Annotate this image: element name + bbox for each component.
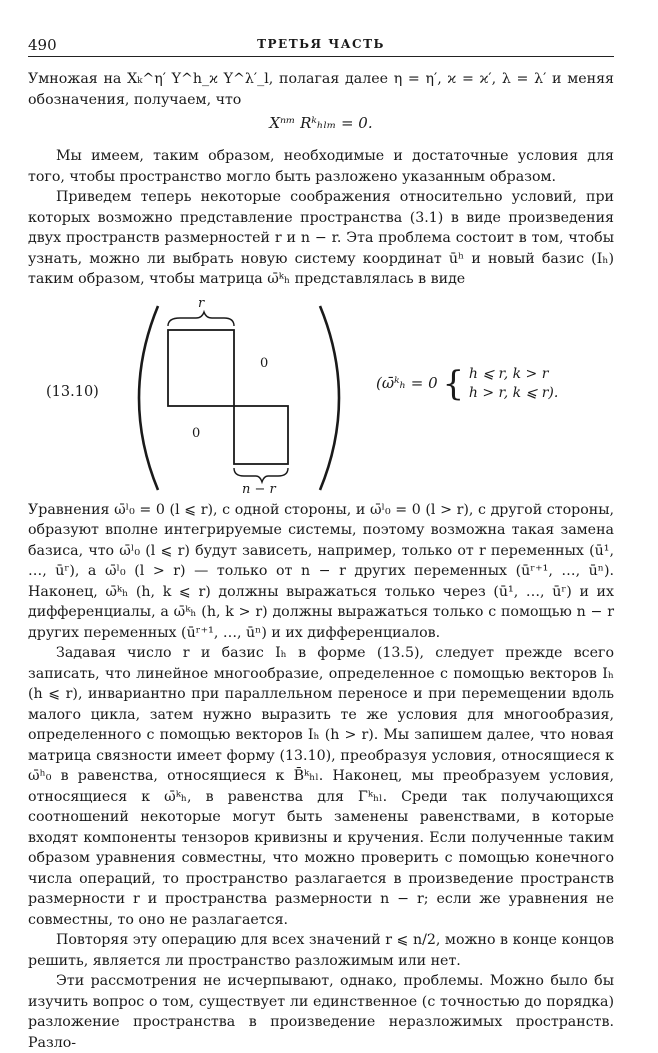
formula-curvature: Xⁿᵐ Rᵏₕₗₘ = 0. [269, 114, 373, 132]
page-number: 490 [28, 36, 57, 54]
paragraph-7: Эти рассмотрения не исчерпывают, однако, проблемы. Можно было бы изучить вопрос о том, существует ли единственное (с точностью до порядка) разложение пространства в произведение неразложимых пространств. Разло- [28, 973, 614, 1051]
condition-brace: { [442, 363, 465, 404]
paragraph-1: Умножая на Xₖ^η′ Y^h_ϰ Y^λ′_l, полагая далее η = η′, ϰ = ϰ′, λ = λ′ и меняя обозначения, получаем, что [28, 71, 614, 108]
paragraph-3: Приведем теперь некоторые соображения относительно условий, при которых возможно представление пространства (3.1) в виде произведения двух пространств размерностей r и n − r. Эта проблема состоит в том, чтобы узнать, можно ли выбрать новую систему координат ūʰ и новый базис (Iₕ) таким образом, чтобы матрица ω̄ᵏₕ представлялась в виде [28, 189, 614, 287]
matrix-top-label: r [198, 295, 205, 311]
equation-label: (13.10) [46, 383, 99, 400]
paragraph-4: Уравнения ω̄ˡ₀ = 0 (l ⩽ r), с одной стороны, и ω̄ˡ₀ = 0 (l > r), с другой стороны, образуют вполне интегрируемые системы, поэтому возможна такая замена базиса, что ω̄ˡ₀ (l ⩽ r) будут зависеть, например, только от r переменных (ū¹, …, ūʳ), а ω̄ˡ₀ (l > r) — только от n − r других переменных (ūʳ⁺¹, …, ūⁿ). Наконец, ω̄ᵏₕ (h, k ⩽ r) должны выражаться только через (ū¹, …, ūʳ) и их дифференциалы, а ω̄ᵏₕ (h, k > r) должны выражаться только с помощью n − r других переменных (ūʳ⁺¹, …, ūⁿ) и их дифференциалов. [28, 501, 614, 641]
paragraph-6: Повторяя эту операцию для всех значений r ⩽ n/2, можно в конце концов решить, является ли пространство разложимым или нет. [28, 932, 614, 969]
condition-rows [469, 365, 558, 403]
running-title: ТРЕТЬЯ ЧАСТЬ [257, 37, 385, 51]
condition-row-1: h ⩽ r, k > r [468, 365, 549, 382]
left-paren [139, 306, 158, 490]
upper-left-block [168, 330, 234, 406]
condition-lhs: (ω̄ᵏₕ = 0 [376, 373, 438, 392]
zero-lower: 0 [192, 425, 201, 441]
equation-condition [376, 364, 558, 404]
matrix-bottom-label: n − r [242, 481, 276, 497]
page-header [28, 34, 614, 57]
zero-upper: 0 [260, 355, 269, 371]
paragraph-2: Мы имеем, таким образом, необходимые и достаточные условия для того, чтобы пространство могло быть разложено указанным образом. [28, 148, 614, 185]
page [28, 34, 614, 1053]
bottom-brace [234, 468, 288, 482]
condition-row-2: h > r, k ⩽ r). [468, 384, 559, 401]
paragraph-5: Задавая число r и базис Iₕ в форме (13.5), следует прежде всего записать, что линейное многообразие, определенное с помощью векторов Iₕ (h ⩽ r), инвариантно при параллельном переносе и при перемещении вдоль малого цикла, затем нужно выразить те же условия для многообразия, определенного с помощью векторов Iₕ (h > r). Мы запишем далее, что новая матрица связности имеет форму (13.10), преобразуя условия, относящиеся к ω̄ʰ₀ в равенства, относящиеся к B̄ᵏₕₗ. Наконец, мы преобразуем условия, относящиеся к ω̄ᵏₕ, в равенства для Γ̄ᵏₕₗ. Среди так получающихся соотношений некоторые могут быть заменены равенствами, в которые входят компоненты тензоров кривизны и кручения. Если полученные таким образом уравнения совместны, что можно проверить с помощью конечного числа операций, то пространство разлагается в произведение пространств размерности r и пространства размерности n − r; если же уравнения не совместны, то оно не разлагается. [28, 645, 614, 928]
block-matrix-figure [28, 295, 614, 497]
lower-right-block [234, 406, 288, 464]
right-paren [320, 306, 339, 490]
top-brace [168, 312, 234, 326]
